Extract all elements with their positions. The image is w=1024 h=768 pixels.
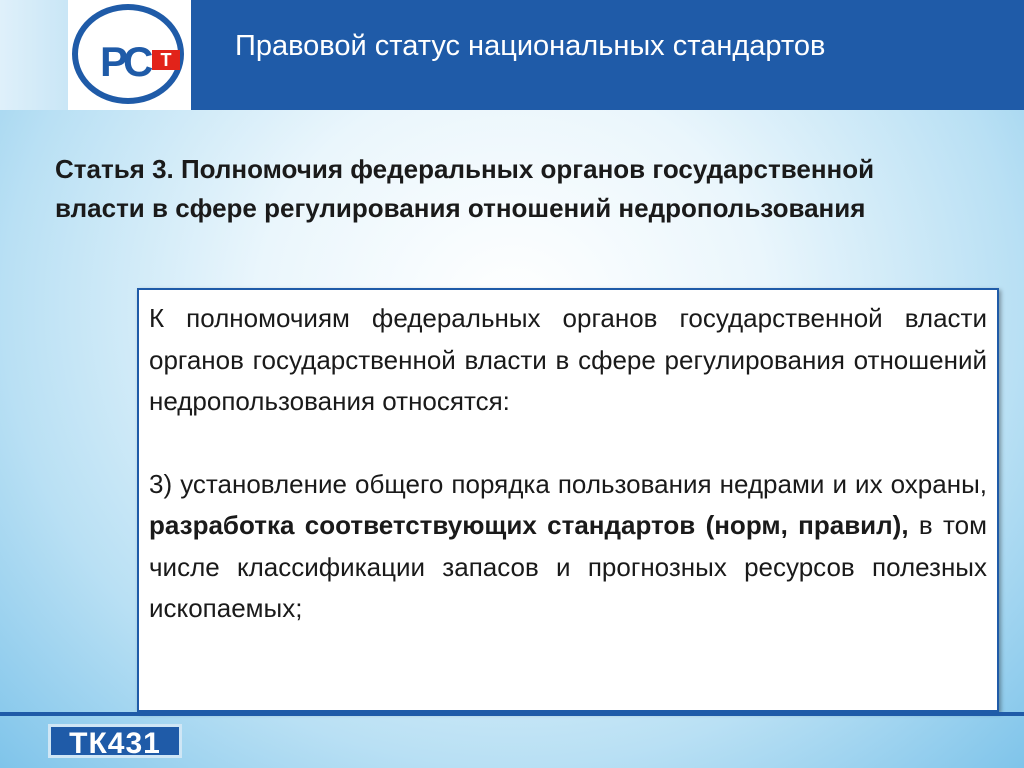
paragraph-gap bbox=[149, 423, 987, 464]
tk431-logo: ТК431 bbox=[48, 724, 182, 758]
item-text-end: в том числе классификации запасов и прогнозных ресурсов полезных ископаемых; bbox=[149, 510, 987, 623]
logo-ring bbox=[72, 4, 184, 104]
page-title: Правовой статус национальных стандартов bbox=[235, 30, 826, 62]
footer-divider bbox=[0, 712, 1024, 716]
rst-logo bbox=[68, 0, 191, 110]
logo-main-text: РС bbox=[100, 38, 150, 85]
logo-accent-text: Т bbox=[152, 50, 180, 70]
header-bar bbox=[0, 0, 1024, 110]
item-text-bold: разработка соответствующих стандартов (норм, правил), bbox=[149, 510, 909, 540]
item-text-start: 3) установление общего порядка пользования недрами и их охраны, bbox=[149, 468, 987, 499]
article-heading: Статья 3. Полномочия федеральных органов государственной власти в сфере регулирования отношений недропользования bbox=[55, 154, 875, 223]
intro-paragraph: К полномочиям федеральных органов государственной власти органов государственной власти в сфере регулирования отношений недропользования относятся: bbox=[149, 303, 987, 416]
item-paragraph bbox=[149, 464, 987, 630]
header-left-strip bbox=[0, 0, 68, 110]
content-box bbox=[137, 288, 999, 712]
